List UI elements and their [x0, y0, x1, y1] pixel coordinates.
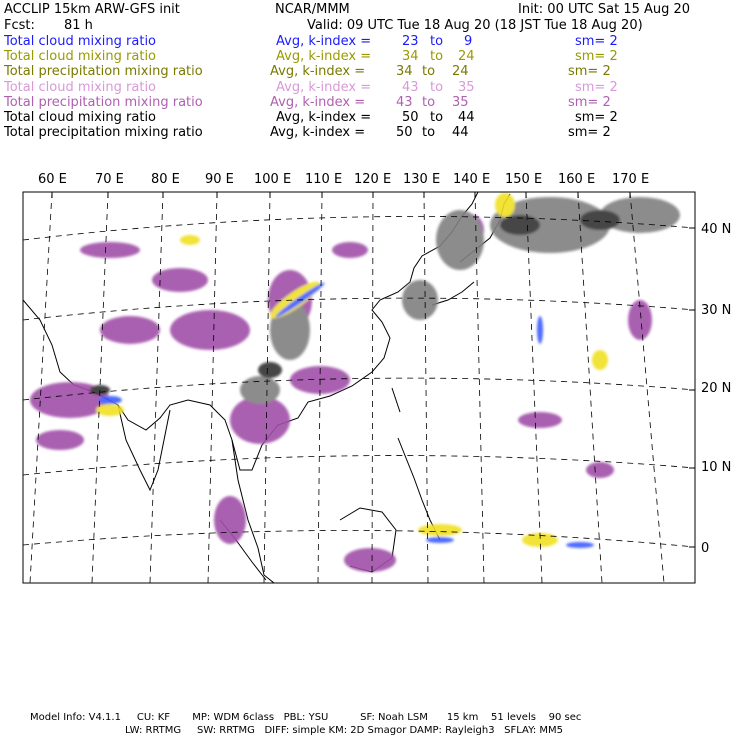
field-k-to: 44 [458, 110, 475, 125]
model-info-line2: LW: RRTMG SW: RRTMG DIFF: simple KM: 2D Smagor DAMP: Rayleigh3 SFLAY: MM5 [125, 725, 564, 736]
field-avg: Avg, k-index = [270, 125, 366, 140]
field-name: Total cloud mixing ratio [4, 110, 157, 125]
field-to: to [430, 49, 444, 64]
field-to: to [430, 80, 444, 95]
field-name: Total precipitation mixing ratio [4, 95, 203, 110]
field-k-from: 34 [396, 64, 413, 79]
field-name: Total precipitation mixing ratio [4, 64, 203, 79]
fcst-value: 81 h [64, 18, 93, 33]
field-k-from: 50 [402, 110, 419, 125]
lon-label: 90 E [205, 172, 234, 187]
field-k-to: 24 [458, 49, 475, 64]
model-info-line1: Model Info: V4.1.1 CU: KF MP: WDM 6class PBL: YSU SF: Noah LSM 15 km 51 levels 90 sec [30, 712, 582, 723]
field-k-from: 50 [396, 125, 413, 140]
field-patches [30, 193, 680, 572]
field-avg: Avg, k-index = [276, 110, 372, 125]
field-sm: sm= 2 [575, 80, 618, 95]
lon-label: 150 E [505, 172, 543, 187]
lon-line [372, 192, 373, 583]
field-to: to [430, 110, 444, 125]
lon-label: 100 E [254, 172, 292, 187]
plot-title: ACCLIP 15km ARW-GFS init [4, 2, 180, 17]
field-avg: Avg, k-index = [270, 64, 366, 79]
field-name: Total cloud mixing ratio [4, 34, 157, 49]
field-k-to: 24 [452, 64, 469, 79]
field-name: Total cloud mixing ratio [4, 80, 157, 95]
lat-label: 40 N [701, 222, 732, 237]
lat-label: 20 N [701, 381, 732, 396]
field-avg: Avg, k-index = [276, 49, 372, 64]
taiwan-island [392, 388, 400, 412]
blue-patches [98, 280, 594, 548]
lat-label: 0 [701, 541, 710, 556]
field-avg: Avg, k-index = [270, 95, 366, 110]
lon-label: 110 E [305, 172, 343, 187]
valid-time: Valid: 09 UTC Tue 18 Aug 20 (18 JST Tue 18 Aug 20) [307, 18, 643, 33]
lon-label: 80 E [151, 172, 180, 187]
lon-label: 140 E [453, 172, 491, 187]
field-k-to: 35 [458, 80, 475, 95]
field-k-from: 43 [396, 95, 413, 110]
india-peninsula [118, 405, 170, 490]
init-time: Init: 00 UTC Sat 15 Aug 20 [518, 2, 691, 17]
lon-label: 70 E [95, 172, 124, 187]
field-to: to [422, 95, 436, 110]
lon-label: 130 E [403, 172, 441, 187]
field-avg: Avg, k-index = [276, 80, 372, 95]
lon-line [578, 192, 602, 583]
field-sm: sm= 2 [568, 64, 611, 79]
field-sm: sm= 2 [575, 110, 618, 125]
purple-patches [30, 214, 652, 572]
fcst-label: Fcst: [4, 18, 35, 33]
field-sm: sm= 2 [568, 95, 611, 110]
field-name: Total precipitation mixing ratio [4, 125, 203, 140]
field-avg: Avg, k-index = [276, 34, 372, 49]
field-k-from: 43 [402, 80, 419, 95]
lon-label: 160 E [558, 172, 596, 187]
field-sm: sm= 2 [575, 49, 618, 64]
field-to: to [422, 125, 436, 140]
field-to: to [422, 64, 436, 79]
field-k-from: 34 [402, 49, 419, 64]
lon-line [630, 192, 664, 583]
field-name: Total cloud mixing ratio [4, 49, 157, 64]
lat-label: 30 N [701, 303, 732, 318]
model-center: NCAR/MMM [275, 2, 350, 17]
field-sm: sm= 2 [575, 34, 618, 49]
lat-line [23, 530, 695, 547]
field-k-from: 23 [402, 34, 419, 49]
field-to: to [430, 34, 444, 49]
lon-line [424, 192, 428, 583]
field-k-to: 35 [452, 95, 469, 110]
lon-label: 60 E [38, 172, 67, 187]
lon-label: 120 E [354, 172, 392, 187]
lon-label: 170 E [612, 172, 650, 187]
lat-label: 10 N [701, 460, 732, 475]
field-sm: sm= 2 [568, 125, 611, 140]
field-k-to: 44 [452, 125, 469, 140]
field-k-to: 9 [464, 34, 473, 49]
